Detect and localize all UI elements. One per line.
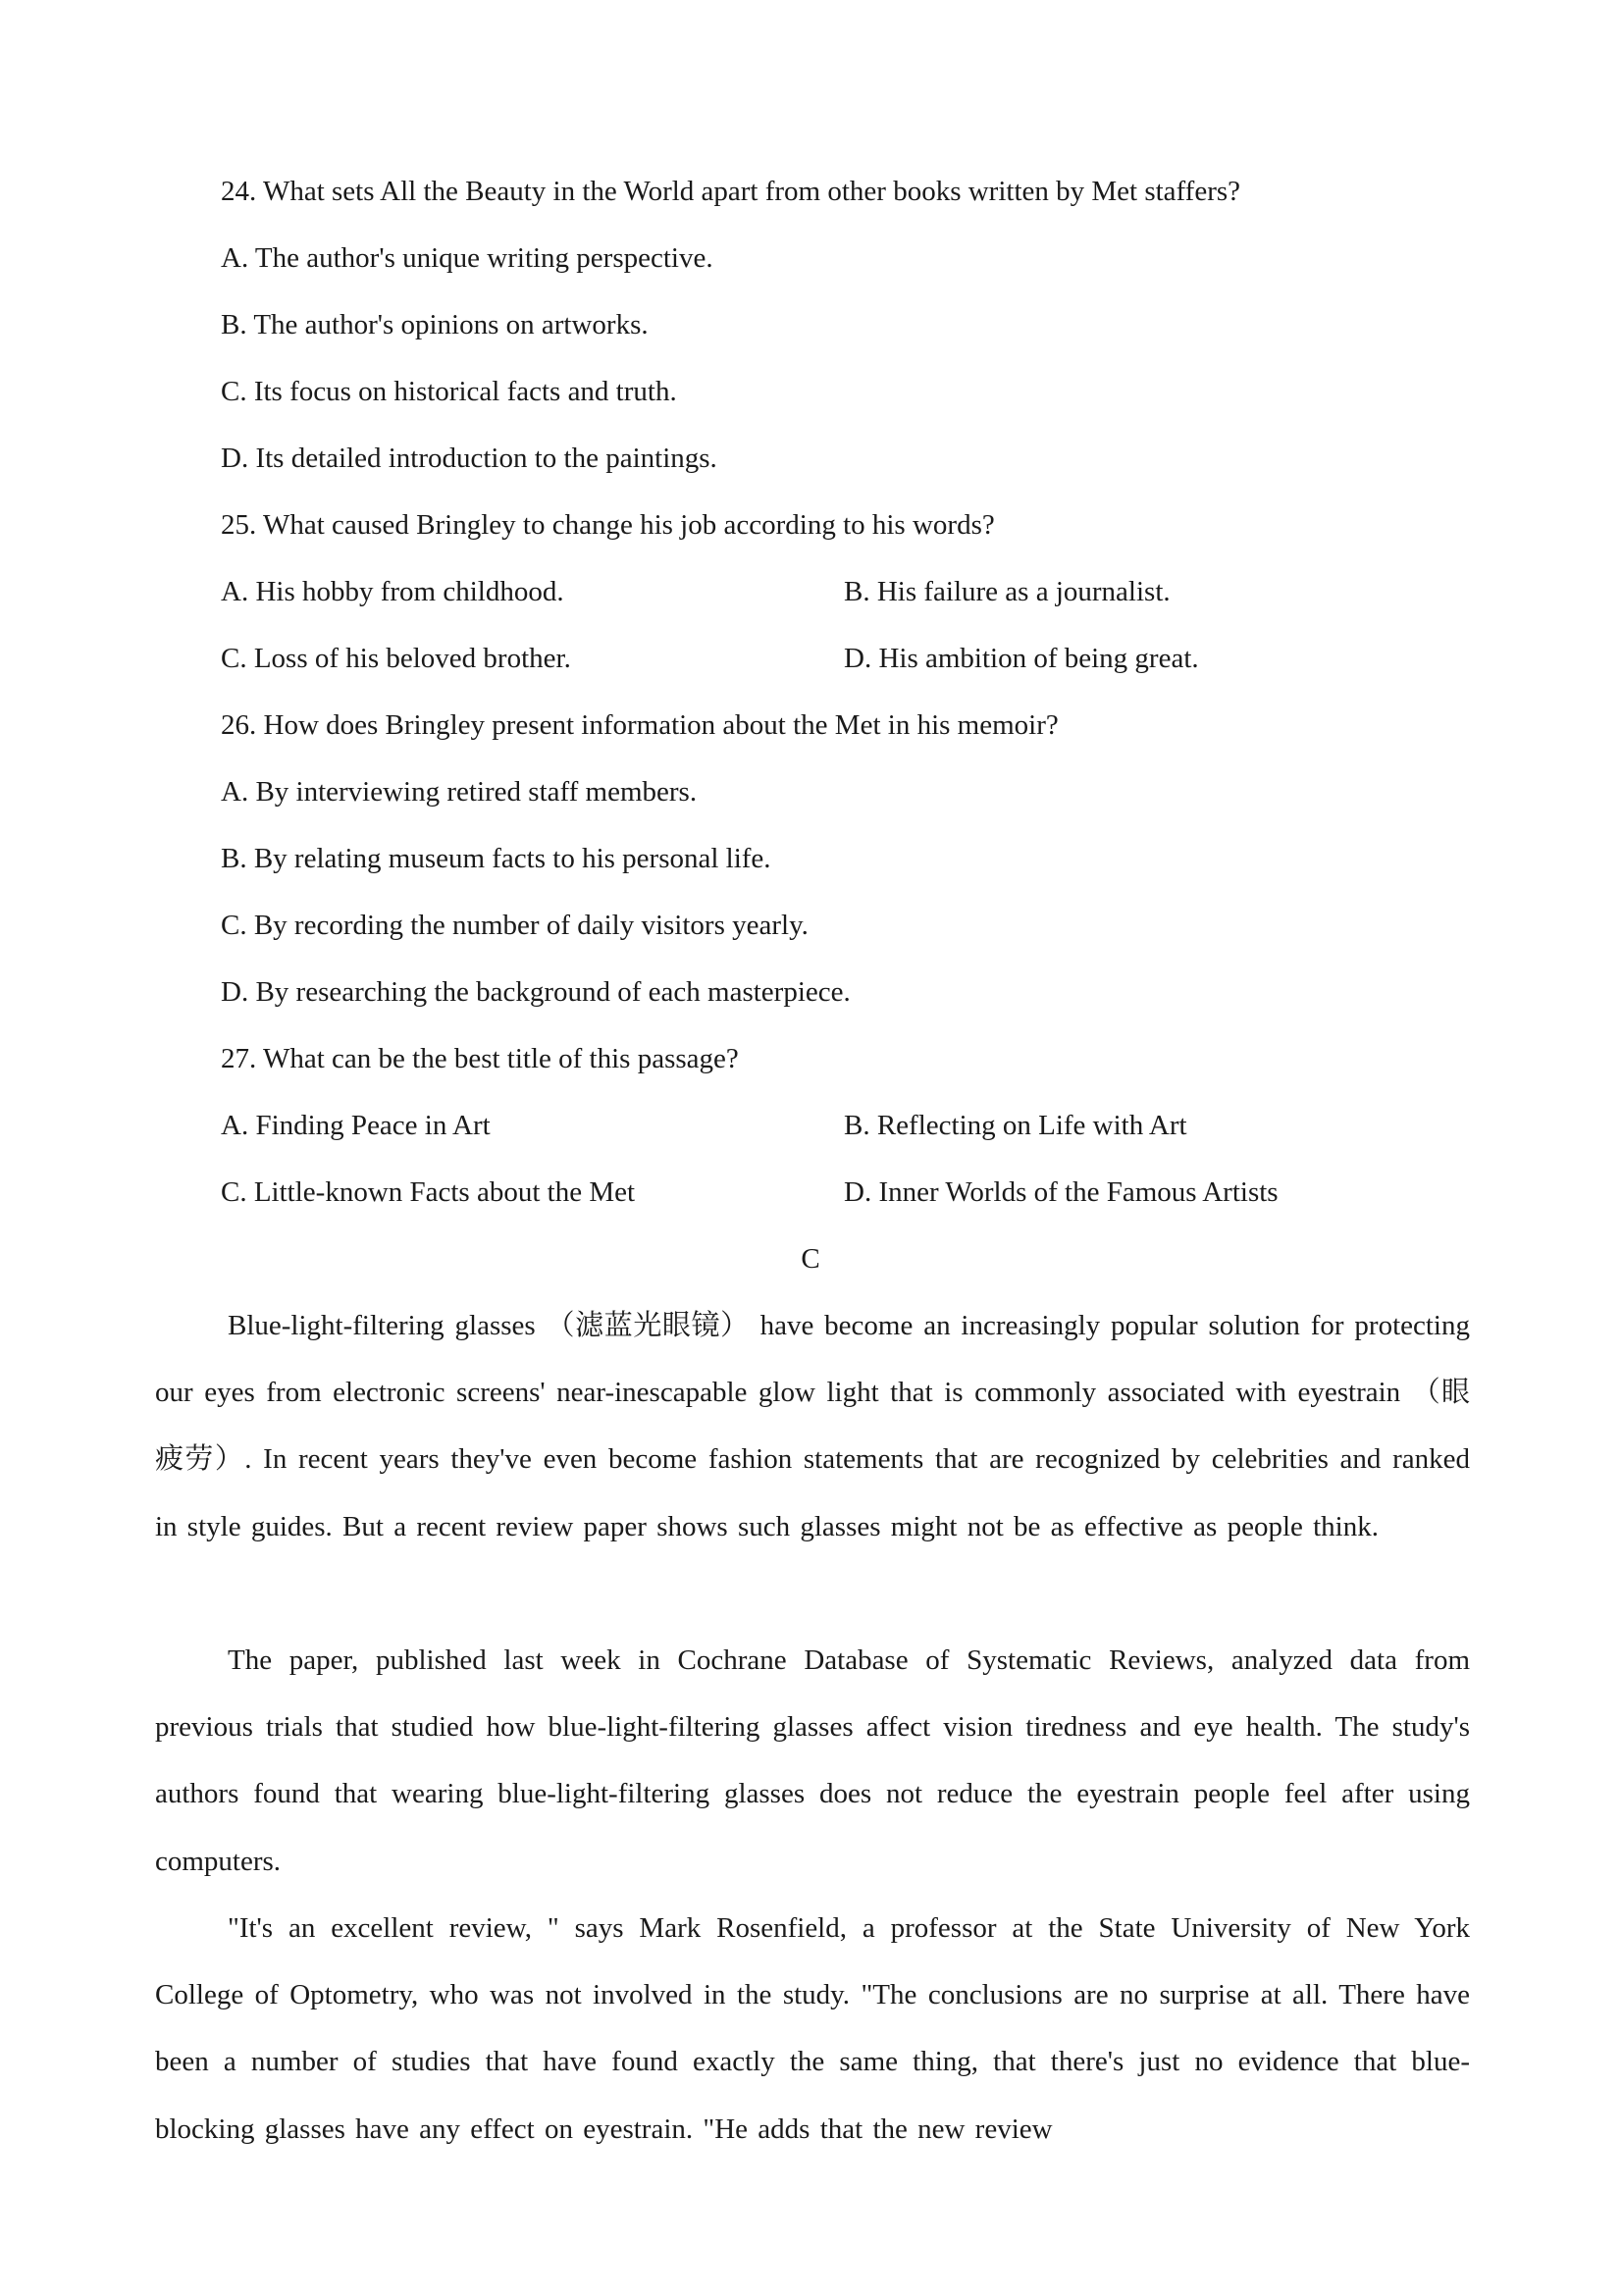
question-27-option-b: B. Reflecting on Life with Art	[844, 1110, 1187, 1141]
question-26-option-b: B. By relating museum facts to his personal life.	[221, 843, 771, 874]
question-27-stem: 27. What can be the best title of this passage?	[221, 1043, 739, 1074]
passage-paragraph-2: The paper, published last week in Cochrane Database of Systematic Reviews, analyzed data from previous trials that studied how blue-light-filtering glasses affect vision tiredness and eye health. The study's authors found that wearing blue-light-filtering glasses does not reduce the eyestrain people feel after using computers.	[155, 1644, 1470, 1877]
question-26-option-c: C. By recording the number of daily visitors yearly.	[221, 910, 809, 941]
question-26-option-d: D. By researching the background of each masterpiece.	[221, 976, 851, 1008]
question-26-option-a: A. By interviewing retired staff members.	[221, 776, 698, 808]
question-27-option-d: D. Inner Worlds of the Famous Artists	[844, 1176, 1279, 1208]
question-27-option-c: C. Little-known Facts about the Met	[221, 1176, 636, 1208]
question-24-option-c: C. Its focus on historical facts and truth.	[221, 376, 677, 407]
question-24-stem: 24. What sets All the Beauty in the World apart from other books written by Met staffers?	[221, 176, 1241, 207]
passage-paragraph-3: "It's an excellent review, " says Mark Rosenfield, a professor at the State University of New York College of Optometry, who was not involved in the study. "The conclusions are no surprise at all. There have been a number of studies that have found exactly the same thing, that there's just no evidence that blue-blocking glasses have any effect on eyestrain. "He adds that the new review	[155, 1912, 1470, 2145]
question-25-option-c: C. Loss of his beloved brother.	[221, 643, 571, 674]
question-24-option-d: D. Its detailed introduction to the paintings.	[221, 443, 717, 474]
question-27-option-a: A. Finding Peace in Art	[221, 1110, 491, 1141]
section-c-heading: C	[801, 1243, 820, 1275]
question-25-stem: 25. What caused Bringley to change his job according to his words?	[221, 509, 995, 541]
question-25-option-a: A. His hobby from childhood.	[221, 576, 564, 607]
question-24-option-b: B. The author's opinions on artworks.	[221, 309, 649, 340]
question-24-option-a: A. The author's unique writing perspective.	[221, 242, 713, 274]
passage-paragraph-1: Blue-light-filtering glasses （滤蓝光眼镜） have become an increasingly popular solution for protecting our eyes from electronic screens' near-inescapable glow light that is commonly associated with eyestrain （眼疲劳）. In recent years they've even become fashion statements that are recognized by celebrities and ranked in style guides. But a recent review paper shows such glasses might not be as effective as people think.	[155, 1310, 1470, 1542]
question-25-option-d: D. His ambition of being great.	[844, 643, 1199, 674]
question-25-option-b: B. His failure as a journalist.	[844, 576, 1171, 607]
question-26-stem: 26. How does Bringley present information about the Met in his memoir?	[221, 709, 1059, 741]
